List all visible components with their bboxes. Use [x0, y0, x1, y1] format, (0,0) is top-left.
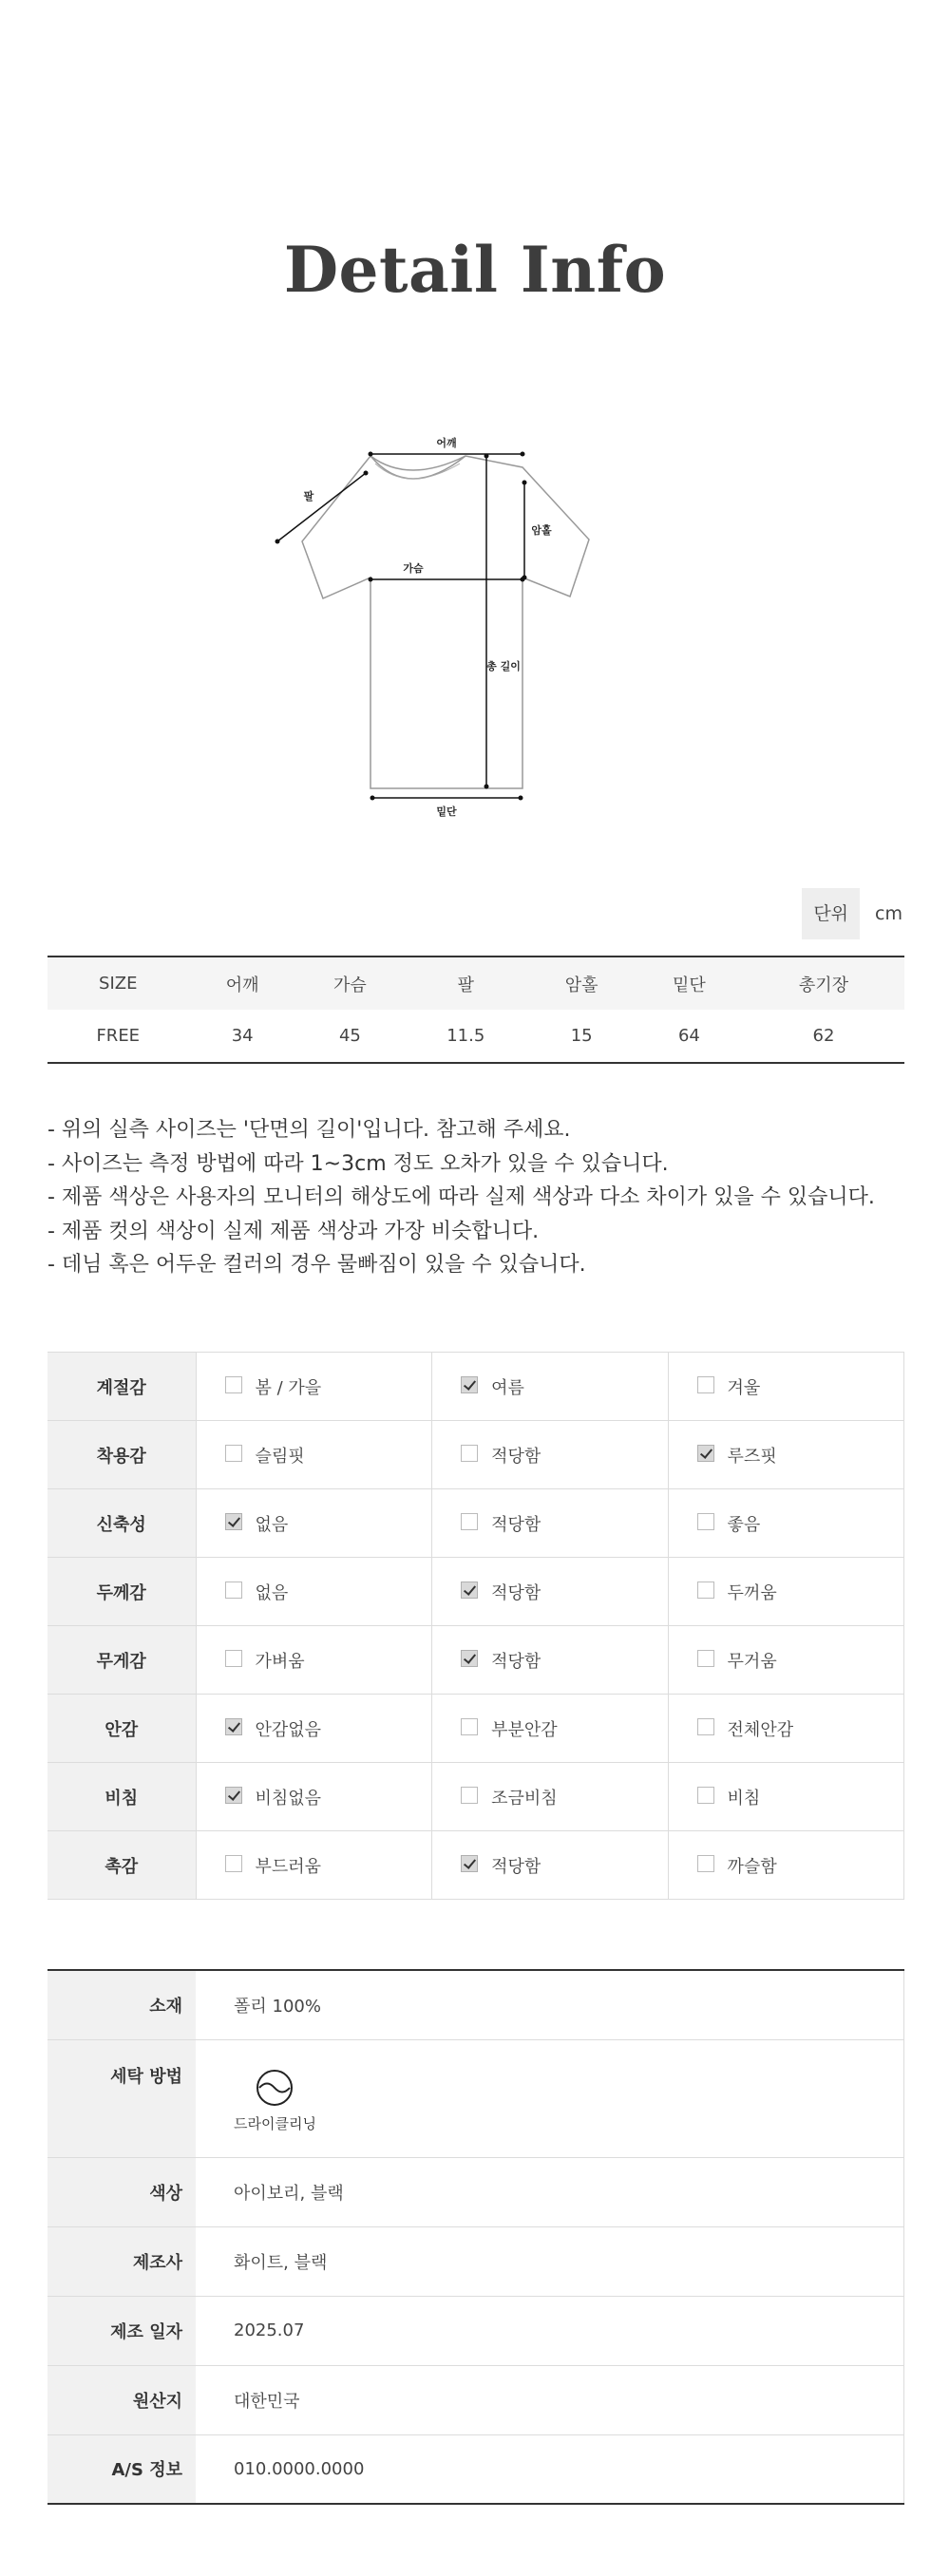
- size-header-cell: 어깨: [225, 975, 259, 995]
- feel-category: 계절감: [48, 1353, 196, 1421]
- feel-option: [668, 1421, 903, 1489]
- checkbox-unchecked: [225, 1376, 242, 1393]
- feel-option: [668, 1695, 903, 1763]
- feel-category: 안감: [48, 1695, 196, 1763]
- checkbox-checked: [225, 1513, 242, 1530]
- checkbox-checked: [697, 1445, 714, 1462]
- feel-option: [432, 1353, 668, 1421]
- info-key: 소재: [48, 1970, 196, 2039]
- size-cell: 45: [338, 1026, 361, 1046]
- feel-option: [668, 1763, 903, 1831]
- tshirt-size-diagram: [266, 427, 684, 826]
- checkbox-unchecked: [225, 1855, 242, 1872]
- checkbox-unchecked: [697, 1650, 714, 1667]
- feel-option-label: 없음: [255, 1582, 289, 1603]
- feel-option: [196, 1831, 432, 1900]
- feel-option-label: 루즈핏: [727, 1446, 777, 1467]
- size-notes: [48, 1113, 922, 1282]
- unit-label: 단위: [802, 888, 860, 939]
- feel-option-label: 부드러움: [255, 1856, 322, 1877]
- checkbox-unchecked: [461, 1513, 478, 1530]
- table-row: [48, 2365, 904, 2434]
- feel-option-label: 까슬함: [727, 1856, 777, 1877]
- feel-option: [196, 1695, 432, 1763]
- table-row: [48, 2296, 904, 2365]
- feel-option: [196, 1489, 432, 1558]
- checkbox-unchecked: [697, 1582, 714, 1599]
- checkbox-unchecked: [697, 1718, 714, 1735]
- checkbox-unchecked: [461, 1445, 478, 1462]
- feel-option: [432, 1489, 668, 1558]
- feel-option-label: 전체안감: [727, 1719, 794, 1740]
- size-cell: 64: [677, 1026, 700, 1046]
- size-header-cell: 암홀: [564, 975, 598, 995]
- checkbox-checked: [461, 1650, 478, 1667]
- feel-option: [432, 1695, 668, 1763]
- table-row: [48, 1970, 904, 2039]
- size-header-cell: SIZE: [99, 974, 138, 994]
- info-key: 색상: [48, 2157, 196, 2226]
- table-row: [48, 1695, 904, 1763]
- info-key: A/S 정보: [48, 2434, 196, 2504]
- feel-option: [668, 1626, 903, 1695]
- page-title: Detail Info: [283, 233, 667, 307]
- note-line: - 위의 실측 사이즈는 '단면의 길이'입니다. 참고해 주세요.: [48, 1118, 571, 1142]
- checkbox-unchecked: [697, 1513, 714, 1530]
- table-row: [48, 2226, 904, 2296]
- checkbox-checked: [225, 1787, 242, 1804]
- feel-option: [668, 1831, 903, 1900]
- size-header-cell: 팔: [457, 975, 474, 995]
- info-key: 세탁 방법: [48, 2039, 196, 2157]
- info-value: 화이트, 블랙: [196, 2226, 904, 2296]
- table-row: [48, 1421, 904, 1489]
- feel-option: [196, 1421, 432, 1489]
- checkbox-unchecked: [697, 1855, 714, 1872]
- size-cell: 11.5: [446, 1026, 485, 1046]
- feel-option-label: 겨울: [727, 1377, 761, 1398]
- table-row: [48, 1489, 904, 1558]
- feel-option-label: 조금비침: [491, 1788, 558, 1809]
- feel-option: [432, 1558, 668, 1626]
- feel-option: [668, 1558, 903, 1626]
- dry-cleaning-icon: [255, 2068, 294, 2108]
- diagram-sleeve-label: 팔: [303, 490, 314, 502]
- size-header-cell: 총기장: [798, 975, 849, 995]
- tshirt-outline: [302, 456, 589, 788]
- checkbox-checked: [225, 1718, 242, 1735]
- checkbox-unchecked: [225, 1445, 242, 1462]
- table-row: [48, 2434, 904, 2504]
- table-row: [48, 1353, 904, 1421]
- checkbox-checked: [461, 1376, 478, 1393]
- size-cell: 34: [231, 1026, 254, 1046]
- note-line: - 데님 혹은 어두운 컬러의 경우 물빠짐이 있을 수 있습니다.: [48, 1253, 586, 1277]
- feel-option: [196, 1558, 432, 1626]
- feel-option-label: 적당함: [491, 1856, 542, 1877]
- table-row: [48, 1558, 904, 1626]
- info-value: 2025.07: [196, 2296, 904, 2365]
- feel-category: 두께감: [48, 1558, 196, 1626]
- feel-option: [432, 1626, 668, 1695]
- feel-option: [196, 1353, 432, 1421]
- table-row: [48, 1626, 904, 1695]
- checkbox-unchecked: [697, 1376, 714, 1393]
- wash-label: 드라이클리닝: [234, 2114, 316, 2132]
- feel-option-label: 적당함: [491, 1651, 542, 1672]
- feel-category: 촉감: [48, 1831, 196, 1900]
- feel-category: 무게감: [48, 1626, 196, 1695]
- size-cell: 62: [812, 1026, 835, 1046]
- feel-option-label: 없음: [255, 1514, 289, 1535]
- unit-value: cm: [875, 903, 902, 924]
- feel-option: [668, 1489, 903, 1558]
- note-line: - 제품 색상은 사용자의 모니터의 해상도에 따라 실제 색상과 다소 차이가 있을 수 있습니다.: [48, 1185, 875, 1209]
- table-row: [48, 2039, 904, 2157]
- info-value: [196, 2039, 904, 2157]
- size-table-header: [48, 957, 904, 1010]
- feel-option: [432, 1763, 668, 1831]
- info-value: 아이보리, 블랙: [196, 2157, 904, 2226]
- feel-option: [432, 1421, 668, 1489]
- table-row: [48, 2157, 904, 2226]
- feel-option-label: 적당함: [491, 1514, 542, 1535]
- feel-option: [668, 1353, 903, 1421]
- feel-option-label: 봄 / 가을: [255, 1377, 322, 1398]
- diagram-length-label: 총 길이: [486, 660, 521, 672]
- feel-option-label: 슬림핏: [255, 1446, 305, 1467]
- info-key: 제조사: [48, 2226, 196, 2296]
- feel-option-label: 가벼움: [255, 1651, 305, 1672]
- feel-option-label: 여름: [491, 1377, 524, 1398]
- wash-method: [234, 2064, 316, 2133]
- size-header-cell: 밑단: [673, 975, 706, 995]
- checkbox-unchecked: [461, 1718, 478, 1735]
- feel-option-label: 적당함: [491, 1446, 542, 1467]
- size-table: [48, 956, 904, 1064]
- checkbox-unchecked: [225, 1582, 242, 1599]
- info-value: 폴리 100%: [196, 1970, 904, 2039]
- checkbox-unchecked: [461, 1787, 478, 1804]
- feel-category: 비침: [48, 1763, 196, 1831]
- feel-option-label: 적당함: [491, 1582, 542, 1603]
- note-line: - 제품 컷의 색상이 실제 제품 색상과 가장 비슷합니다.: [48, 1219, 540, 1243]
- feel-option-label: 비침: [727, 1788, 761, 1809]
- tshirt-collar: [370, 456, 466, 479]
- size-cell: FREE: [96, 1026, 141, 1046]
- diagram-hem-label: 밑단: [436, 805, 457, 818]
- checkbox-unchecked: [225, 1650, 242, 1667]
- feel-option: [196, 1626, 432, 1695]
- feel-option-label: 무거움: [727, 1651, 777, 1672]
- size-header-cell: 가슴: [333, 975, 367, 995]
- feel-option-label: 비침없음: [255, 1788, 322, 1809]
- feel-option-label: 안감없음: [255, 1719, 322, 1740]
- diagram-shoulder-label: 어깨: [436, 437, 457, 449]
- feel-option: [196, 1763, 432, 1831]
- feel-category: 신축성: [48, 1489, 196, 1558]
- unit-indicator: [802, 888, 902, 939]
- product-info-table: [48, 1969, 904, 2505]
- feel-category: 착용감: [48, 1421, 196, 1489]
- table-row: [48, 1010, 904, 1063]
- info-key: 제조 일자: [48, 2296, 196, 2365]
- feel-option: [432, 1831, 668, 1900]
- fabric-feel-table: [48, 1352, 904, 1900]
- info-value: 010.0000.0000: [196, 2434, 904, 2504]
- feel-option-label: 좋음: [727, 1514, 761, 1535]
- checkbox-unchecked: [697, 1787, 714, 1804]
- note-line: - 사이즈는 측정 방법에 따라 1~3cm 정도 오차가 있을 수 있습니다.: [48, 1151, 669, 1176]
- feel-option-label: 두꺼움: [727, 1582, 777, 1603]
- table-row: [48, 1763, 904, 1831]
- checkbox-checked: [461, 1582, 478, 1599]
- diagram-armhole-label: 암홀: [531, 524, 552, 537]
- diagram-chest-label: 가슴: [403, 562, 424, 575]
- info-key: 원산지: [48, 2365, 196, 2434]
- table-row: [48, 1831, 904, 1900]
- checkbox-checked: [461, 1855, 478, 1872]
- feel-option-label: 부분안감: [491, 1719, 558, 1740]
- size-cell: 15: [570, 1026, 593, 1046]
- info-value: 대한민국: [196, 2365, 904, 2434]
